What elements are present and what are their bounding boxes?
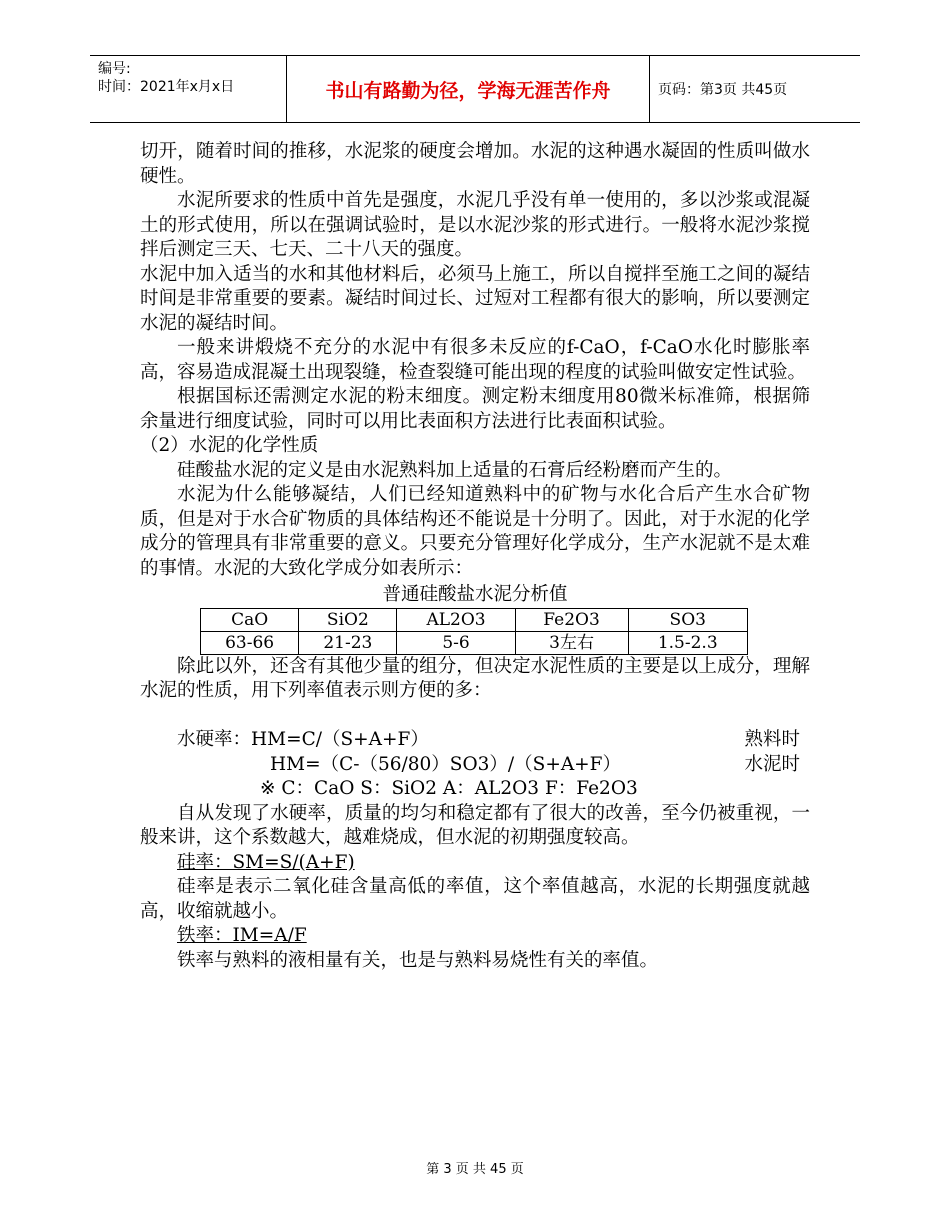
paragraph: 水泥中加入适当的水和其他材料后，必须马上施工，所以自搅拌至施工之间的凝结时间是非常重要的要素。凝结时间过长、过短对工程都有很大的影响，所以要测定水泥的凝结时间。 <box>140 263 810 334</box>
table-cell: 3左右 <box>515 631 628 654</box>
paragraph: 切开，随着时间的推移，水泥浆的硬度会增加。水泥的这种遇水凝固的性质叫做水硬性。 <box>140 141 810 187</box>
table-header-cell: SiO2 <box>299 608 397 631</box>
table-header-cell: Fe2O3 <box>515 608 628 631</box>
formula-text: HM=（C-（56/80）SO3）/（S+A+F） <box>270 753 622 775</box>
formula-text: 硅率：SM=S/(A+F) <box>177 851 355 873</box>
header-meta <box>98 60 234 96</box>
paragraph: 硅酸盐水泥的定义是由水泥熟料加上适量的石膏后经粉磨而产生的。 <box>177 459 733 481</box>
paragraph: 根据国标还需测定水泥的粉末细度。测定粉末细度用80微米标准筛，根据筛余量进行细度试验，同时可以用比表面积方法进行比表面积试验。 <box>140 386 810 432</box>
table-cell: 1.5-2.3 <box>628 631 748 654</box>
paragraph: 水泥为什么能够凝结，人们已经知道熟料中的矿物与水化合后产生水合矿物质，但是对于水合矿物质的具体结构还不能说是十分明了。因此，对于水泥的化学成分的管理具有非常重要的意义。只要充分管理好化学成分，生产水泥就不是太难的事情。水泥的大致化学成分如表所示： <box>140 484 810 579</box>
paragraph: 铁率与熟料的液相量有关，也是与熟料易烧性有关的率值。 <box>177 949 659 971</box>
formula-hm-clinker <box>140 728 810 753</box>
formula-legend: ※ C：CaO S：SiO2 A：AL2O3 F：Fe2O3 <box>260 778 638 799</box>
time-label: 时间：2021年x月x日 <box>98 79 235 95</box>
paragraph: 自从发现了水硬率，质量的均匀和稳定都有了很大的改善，至今仍被重视，一般来讲，这个系数越大，越难烧成，但水泥的初期强度较高。 <box>140 802 810 848</box>
page-header <box>90 55 860 123</box>
paragraph: 硅率是表示二氧化硅含量高低的率值，这个率值越高，水泥的长期强度就越高，收缩就越小。 <box>140 876 810 922</box>
table-row <box>201 631 748 654</box>
table-header-cell: AL2O3 <box>397 608 515 631</box>
table-header-cell: SO3 <box>628 608 748 631</box>
document-body <box>140 140 810 973</box>
formula-note <box>140 777 810 802</box>
header-page-info: 页码：第3页 共45页 <box>658 82 788 98</box>
formula-condition: 水泥时 <box>744 753 800 775</box>
code-label: 编号: <box>98 61 131 77</box>
table-header-cell: CaO <box>201 608 299 631</box>
formula-text: 水硬率：HM=C/（S+A+F） <box>177 729 429 750</box>
analysis-table <box>200 608 748 655</box>
table-cell: 63-66 <box>201 631 299 654</box>
table-cell: 5-6 <box>397 631 515 654</box>
formula-im <box>140 924 810 949</box>
spacer <box>140 704 810 729</box>
paragraph: 水泥所要求的性质中首先是强度，水泥几乎没有单一使用的，多以沙浆或混凝土的形式使用，所以在强调试验时，是以水泥沙浆的形式进行。一般将水泥沙浆搅拌后测定三天、七天、二十八天的强度。 <box>140 190 810 260</box>
table-header-row <box>201 608 748 631</box>
table-title: 普通硅酸盐水泥分析值 <box>382 584 568 605</box>
paragraph: 一般来讲煅烧不充分的水泥中有很多未反应的f-CaO，f-CaO水化时膨胀率高，容易造成混凝土出现裂缝，检查裂缝可能出现的程度的试验叫做安定性试验。 <box>140 337 810 383</box>
table-cell: 21-23 <box>299 631 397 654</box>
formula-text: 铁率：IM=A/F <box>177 925 307 946</box>
formula-sm <box>140 851 810 876</box>
section-heading: （2）水泥的化学性质 <box>140 435 319 456</box>
header-motto: 书山有路勤为径，学海无涯苦作舟 <box>286 56 650 122</box>
formula-hm-cement <box>140 753 810 778</box>
page-footer: 第 3 页 共 45 页 <box>426 1162 524 1177</box>
formula-condition: 熟料时 <box>744 729 800 750</box>
paragraph: 除此以外，还含有其他少量的组分，但决定水泥性质的主要是以上成分，理解水泥的性质，用下列率值表示则方便的多： <box>140 655 810 701</box>
